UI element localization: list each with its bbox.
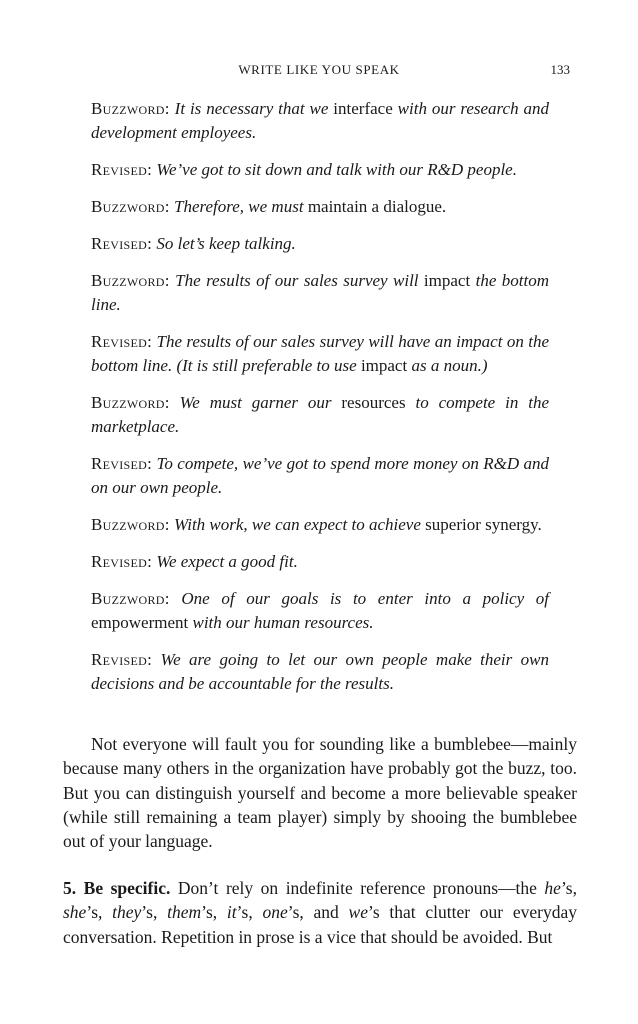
buzzword-example xyxy=(91,269,549,317)
buzzword-example xyxy=(91,195,549,219)
example-text: We expect a good fit. xyxy=(152,552,298,571)
paragraph-text: ’s, xyxy=(236,902,263,923)
paragraph-bumblebee: Not everyone will fault you for sounding like a bumblebee—mainly because many others in the organization have probably got the buzz, too. But you can distinguish yourself and become a more believable speaker (while still remaining a team player) simply by shooing the bumblebee out of your language. xyxy=(63,734,577,852)
page-number: 133 xyxy=(550,62,570,77)
example-text: To compete, we’ve got to spend more money on R&D and on our own people. xyxy=(91,454,549,497)
example-text: superior synergy. xyxy=(425,515,542,534)
example-text: empowerment xyxy=(91,613,189,632)
paragraph-text: ’s, xyxy=(141,902,168,923)
example-text: We must garner our xyxy=(169,393,342,412)
example-text: to compete in the marketplace. xyxy=(91,393,549,436)
buzzword-example xyxy=(91,97,549,145)
revised-example xyxy=(91,232,549,256)
example-label: Buzzword: xyxy=(91,99,170,118)
buzzword-example xyxy=(91,391,549,439)
revised-example xyxy=(91,330,549,378)
paragraph-text: he xyxy=(544,878,561,898)
example-text: with our research and development employees. xyxy=(91,99,549,142)
example-text: The results of our sales survey will have an impact on the bottom line. (It is still preferable to use xyxy=(91,332,549,375)
example-text: With work, we can expect to achieve xyxy=(169,515,426,534)
paragraph-text: they xyxy=(112,902,142,923)
buzzword-example xyxy=(91,587,549,635)
example-text: One of our goals is to enter into a policy of xyxy=(169,589,549,608)
example-text: impact xyxy=(423,271,471,290)
example-text: the bottom line. xyxy=(91,271,549,314)
example-text: as a noun.) xyxy=(407,356,488,375)
paragraph-text: ’s, xyxy=(201,902,227,923)
paragraph-text: she xyxy=(63,902,87,923)
example-label: Revised: xyxy=(91,552,153,571)
example-text: We’ve got to sit down and talk with our R&D people. xyxy=(152,160,517,179)
example-text: The results of our sales survey will xyxy=(169,271,424,290)
revised-example xyxy=(91,158,549,182)
paragraph-be-specific xyxy=(63,876,577,949)
paragraph-text: ’s that clutter our everyday conversation. Repetition in prose is a vice that should be avoided. But xyxy=(63,902,577,947)
example-text: resources xyxy=(341,393,406,412)
paragraph-text: one xyxy=(262,902,288,923)
revised-example xyxy=(91,550,549,574)
paragraph-text: Don’t rely on indefinite reference pronouns—the xyxy=(170,878,545,898)
example-label: Buzzword: xyxy=(91,515,170,534)
example-text: maintain a dialogue. xyxy=(307,197,447,216)
example-text: So let’s keep talking. xyxy=(152,234,296,253)
buzzword-examples xyxy=(91,97,549,709)
example-label: Revised: xyxy=(91,454,153,473)
paragraph-text: ’s, xyxy=(560,878,577,898)
example-label: Buzzword: xyxy=(91,589,170,608)
example-text: We are going to let our own people make their own decisions and be accountable for the results. xyxy=(91,650,549,693)
paragraph-text: ’s, and xyxy=(287,902,349,923)
example-label: Revised: xyxy=(91,650,153,669)
example-label: Buzzword: xyxy=(91,393,170,412)
example-label: Buzzword: xyxy=(91,271,170,290)
revised-example xyxy=(91,648,549,696)
example-label: Revised: xyxy=(91,332,153,351)
paragraph-text: ’s, xyxy=(86,902,113,923)
example-text: interface xyxy=(333,99,393,118)
example-label: Buzzword: xyxy=(91,197,170,216)
buzzword-example xyxy=(91,513,549,537)
paragraph-text: them xyxy=(167,902,202,923)
paragraph-text: we xyxy=(348,902,368,923)
example-label: Revised: xyxy=(91,234,153,253)
section-heading: 5. Be specific. xyxy=(63,878,171,898)
revised-example xyxy=(91,452,549,500)
example-text: Therefore, we must xyxy=(169,197,308,216)
example-text: It is necessary that we xyxy=(169,99,334,118)
example-text: with our human resources. xyxy=(188,613,374,632)
running-title: WRITE LIKE YOU SPEAK xyxy=(238,62,400,77)
paragraph-text: it xyxy=(226,902,237,923)
example-text: impact xyxy=(360,356,408,375)
example-label: Revised: xyxy=(91,160,153,179)
running-head xyxy=(0,62,638,82)
